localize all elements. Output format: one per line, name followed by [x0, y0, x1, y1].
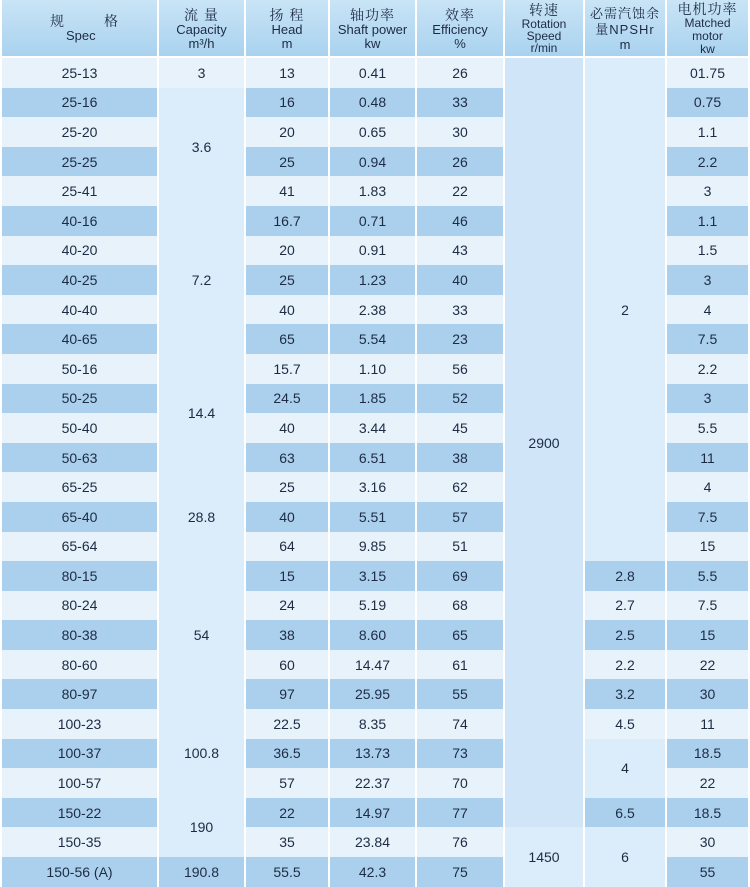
cell-head: 57 [246, 768, 328, 798]
cell-efficiency: 33 [417, 295, 503, 325]
cell-npshr: 3.2 [585, 679, 665, 709]
cell-efficiency: 40 [417, 265, 503, 295]
cell-matched-motor: 1.1 [667, 206, 748, 236]
cell-head: 25 [246, 472, 328, 502]
header-capacity [159, 0, 244, 58]
cell-matched-motor: 3 [667, 176, 748, 206]
cell-shaft-power: 8.35 [330, 709, 415, 739]
cell-matched-motor: 0.75 [667, 88, 748, 118]
table-row [2, 591, 748, 621]
cell-efficiency: 46 [417, 206, 503, 236]
header-motor-zh: 电机功率 [677, 0, 738, 17]
cell-efficiency: 45 [417, 413, 503, 443]
cell-spec: 25-20 [2, 117, 157, 147]
cell-head: 60 [246, 650, 328, 680]
cell-spec: 40-65 [2, 324, 157, 354]
cell-shaft-power: 1.83 [330, 176, 415, 206]
header-matched-motor [667, 0, 748, 58]
cell-head: 97 [246, 679, 328, 709]
cell-capacity: 190.8 [159, 857, 244, 887]
header-capacity-unit: m³/h [188, 35, 215, 51]
cell-head: 15.7 [246, 354, 328, 384]
cell-capacity: 190 [159, 798, 244, 857]
cell-spec: 100-37 [2, 739, 157, 769]
cell-efficiency: 55 [417, 679, 503, 709]
cell-rotation-speed: 1450 [505, 827, 583, 886]
cell-spec: 25-16 [2, 88, 157, 118]
cell-spec: 50-25 [2, 384, 157, 414]
cell-head: 16.7 [246, 206, 328, 236]
cell-matched-motor: 5.5 [667, 413, 748, 443]
header-head [246, 0, 328, 58]
cell-matched-motor: 30 [667, 827, 748, 857]
cell-efficiency: 70 [417, 768, 503, 798]
header-shaft-power-unit: kw [364, 35, 381, 51]
cell-matched-motor: 7.5 [667, 324, 748, 354]
cell-matched-motor: 18.5 [667, 739, 748, 769]
cell-shaft-power: 8.60 [330, 620, 415, 650]
header-rotation-unit: r/min [530, 40, 558, 55]
cell-efficiency: 73 [417, 739, 503, 769]
table-row [2, 561, 748, 591]
cell-head: 24 [246, 591, 328, 621]
cell-spec: 150-35 [2, 827, 157, 857]
cell-head: 15 [246, 561, 328, 591]
cell-shaft-power: 25.95 [330, 679, 415, 709]
header-spec-zh-2: 格 [104, 13, 118, 29]
cell-shaft-power: 0.41 [330, 58, 415, 88]
cell-shaft-power: 1.10 [330, 354, 415, 384]
cell-efficiency: 57 [417, 502, 503, 532]
cell-spec: 150-56 (A) [2, 857, 157, 887]
cell-spec: 80-60 [2, 650, 157, 680]
header-capacity-en: Capacity [176, 21, 227, 37]
cell-matched-motor: 22 [667, 768, 748, 798]
cell-spec: 40-20 [2, 236, 157, 266]
cell-matched-motor: 2.2 [667, 147, 748, 177]
cell-matched-motor: 4 [667, 472, 748, 502]
header-spec-en: Spec [66, 28, 96, 43]
cell-matched-motor: 5.5 [667, 561, 748, 591]
header-efficiency-en: Efficiency [432, 21, 488, 37]
cell-matched-motor: 1.1 [667, 117, 748, 147]
header-efficiency-unit: % [454, 35, 466, 51]
cell-spec: 65-25 [2, 472, 157, 502]
header-npshr-unit: m [619, 36, 631, 52]
cell-npshr: 6.5 [585, 798, 665, 828]
cell-shaft-power: 3.16 [330, 472, 415, 502]
cell-spec: 80-38 [2, 620, 157, 650]
cell-efficiency: 51 [417, 532, 503, 562]
header-rotation-zh: 转速 [529, 1, 559, 18]
cell-head: 22.5 [246, 709, 328, 739]
header-rotation-en-1: Rotation [521, 16, 567, 31]
cell-efficiency: 33 [417, 88, 503, 118]
cell-matched-motor: 3 [667, 265, 748, 295]
table-row [2, 827, 748, 857]
cell-matched-motor: 11 [667, 709, 748, 739]
cell-shaft-power: 3.15 [330, 561, 415, 591]
cell-efficiency: 43 [417, 236, 503, 266]
header-head-zh: 扬 程 [269, 6, 305, 23]
cell-matched-motor: 2.2 [667, 354, 748, 384]
header-rotation-speed [505, 0, 583, 58]
cell-shaft-power: 3.44 [330, 413, 415, 443]
cell-matched-motor: 4 [667, 295, 748, 325]
cell-head: 40 [246, 502, 328, 532]
cell-spec: 25-41 [2, 176, 157, 206]
cell-spec: 100-57 [2, 768, 157, 798]
cell-shaft-power: 5.19 [330, 591, 415, 621]
cell-spec: 40-25 [2, 265, 157, 295]
cell-capacity: 3.6 [159, 88, 244, 206]
cell-head: 25 [246, 147, 328, 177]
cell-spec: 65-40 [2, 502, 157, 532]
cell-spec: 50-63 [2, 443, 157, 473]
cell-shaft-power: 0.48 [330, 88, 415, 118]
header-head-en: Head [271, 21, 303, 37]
cell-shaft-power: 0.65 [330, 117, 415, 147]
header-rotation-en-2: Speed [526, 28, 562, 43]
header-shaft-power-en: Shaft power [337, 21, 408, 37]
cell-capacity: 54 [159, 561, 244, 709]
cell-shaft-power: 14.97 [330, 798, 415, 828]
cell-head: 20 [246, 117, 328, 147]
cell-efficiency: 65 [417, 620, 503, 650]
cell-matched-motor: 15 [667, 532, 748, 562]
cell-head: 35 [246, 827, 328, 857]
cell-head: 40 [246, 413, 328, 443]
cell-matched-motor: 3 [667, 384, 748, 414]
header-motor-unit: kw [700, 41, 715, 56]
cell-efficiency: 74 [417, 709, 503, 739]
cell-efficiency: 69 [417, 561, 503, 591]
cell-head: 24.5 [246, 384, 328, 414]
cell-head: 55.5 [246, 857, 328, 887]
cell-efficiency: 76 [417, 827, 503, 857]
cell-head: 20 [246, 236, 328, 266]
cell-efficiency: 22 [417, 176, 503, 206]
cell-efficiency: 56 [417, 354, 503, 384]
cell-npshr: 2.8 [585, 561, 665, 591]
cell-spec: 80-15 [2, 561, 157, 591]
cell-efficiency: 30 [417, 117, 503, 147]
table-row [2, 58, 748, 88]
cell-npshr: 2.2 [585, 650, 665, 680]
cell-spec: 25-25 [2, 147, 157, 177]
cell-head: 25 [246, 265, 328, 295]
cell-shaft-power: 23.84 [330, 827, 415, 857]
cell-shaft-power: 5.54 [330, 324, 415, 354]
cell-spec: 100-23 [2, 709, 157, 739]
header-npshr-zh-2: 量NPSHr [595, 21, 655, 37]
header-spec-zh-1: 规 [50, 13, 64, 29]
cell-npshr: 2.5 [585, 620, 665, 650]
cell-spec: 40-40 [2, 295, 157, 325]
cell-spec: 50-16 [2, 354, 157, 384]
cell-shaft-power: 1.23 [330, 265, 415, 295]
cell-spec: 50-40 [2, 413, 157, 443]
cell-matched-motor: 11 [667, 443, 748, 473]
cell-spec: 40-16 [2, 206, 157, 236]
cell-matched-motor: 55 [667, 857, 748, 887]
cell-efficiency: 52 [417, 384, 503, 414]
cell-shaft-power: 13.73 [330, 739, 415, 769]
cell-efficiency: 77 [417, 798, 503, 828]
cell-head: 63 [246, 443, 328, 473]
cell-spec: 80-97 [2, 679, 157, 709]
cell-head: 36.5 [246, 739, 328, 769]
header-shaft-power [330, 0, 415, 58]
cell-capacity: 100.8 [159, 709, 244, 798]
cell-shaft-power: 2.38 [330, 295, 415, 325]
cell-head: 64 [246, 532, 328, 562]
cell-matched-motor: 7.5 [667, 502, 748, 532]
cell-head: 22 [246, 798, 328, 828]
table-row [2, 650, 748, 680]
cell-efficiency: 68 [417, 591, 503, 621]
cell-head: 16 [246, 88, 328, 118]
cell-spec: 150-22 [2, 798, 157, 828]
header-capacity-zh: 流 量 [184, 6, 219, 23]
cell-matched-motor: 18.5 [667, 798, 748, 828]
header-motor-en-2: motor [692, 28, 723, 43]
cell-npshr: 2 [585, 58, 665, 561]
cell-matched-motor: 15 [667, 620, 748, 650]
header-npshr-zh: 必需汽蚀余 [589, 5, 660, 21]
cell-shaft-power: 6.51 [330, 443, 415, 473]
cell-head: 38 [246, 620, 328, 650]
table-row [2, 709, 748, 739]
cell-shaft-power: 0.91 [330, 236, 415, 266]
table-row [2, 739, 748, 769]
header-motor-en-1: Matched [684, 15, 731, 30]
cell-shaft-power: 9.85 [330, 532, 415, 562]
cell-efficiency: 38 [417, 443, 503, 473]
cell-capacity: 28.8 [159, 472, 244, 561]
cell-npshr: 2.7 [585, 591, 665, 621]
cell-capacity: 14.4 [159, 354, 244, 472]
cell-shaft-power: 14.47 [330, 650, 415, 680]
cell-head: 13 [246, 58, 328, 88]
cell-matched-motor: 1.5 [667, 236, 748, 266]
cell-efficiency: 75 [417, 857, 503, 887]
cell-efficiency: 23 [417, 324, 503, 354]
cell-head: 41 [246, 176, 328, 206]
cell-shaft-power: 1.85 [330, 384, 415, 414]
header-shaft-power-zh: 轴功率 [350, 6, 395, 23]
cell-matched-motor: 7.5 [667, 591, 748, 621]
cell-head: 65 [246, 324, 328, 354]
cell-capacity: 3 [159, 58, 244, 88]
cell-shaft-power: 5.51 [330, 502, 415, 532]
header-efficiency-zh: 效率 [445, 6, 475, 23]
cell-head: 40 [246, 295, 328, 325]
cell-spec: 25-13 [2, 58, 157, 88]
header-head-unit: m [281, 35, 293, 51]
table-row [2, 679, 748, 709]
table-row [2, 798, 748, 828]
table-row [2, 620, 748, 650]
header-npshr [585, 0, 665, 58]
table-header-row [2, 0, 748, 58]
cell-shaft-power: 22.37 [330, 768, 415, 798]
cell-spec: 65-64 [2, 532, 157, 562]
cell-npshr: 4.5 [585, 709, 665, 739]
cell-shaft-power: 0.71 [330, 206, 415, 236]
cell-capacity: 7.2 [159, 206, 244, 354]
cell-shaft-power: 42.3 [330, 857, 415, 887]
cell-matched-motor: 22 [667, 650, 748, 680]
header-efficiency [417, 0, 503, 58]
header-spec [2, 0, 157, 58]
cell-efficiency: 26 [417, 147, 503, 177]
cell-matched-motor: 30 [667, 679, 748, 709]
cell-npshr: 6 [585, 827, 665, 886]
cell-efficiency: 62 [417, 472, 503, 502]
cell-spec: 80-24 [2, 591, 157, 621]
cell-matched-motor: 01.75 [667, 58, 748, 88]
cell-efficiency: 26 [417, 58, 503, 88]
cell-efficiency: 61 [417, 650, 503, 680]
cell-npshr: 4 [585, 739, 665, 798]
cell-shaft-power: 0.94 [330, 147, 415, 177]
cell-rotation-speed: 2900 [505, 58, 583, 827]
